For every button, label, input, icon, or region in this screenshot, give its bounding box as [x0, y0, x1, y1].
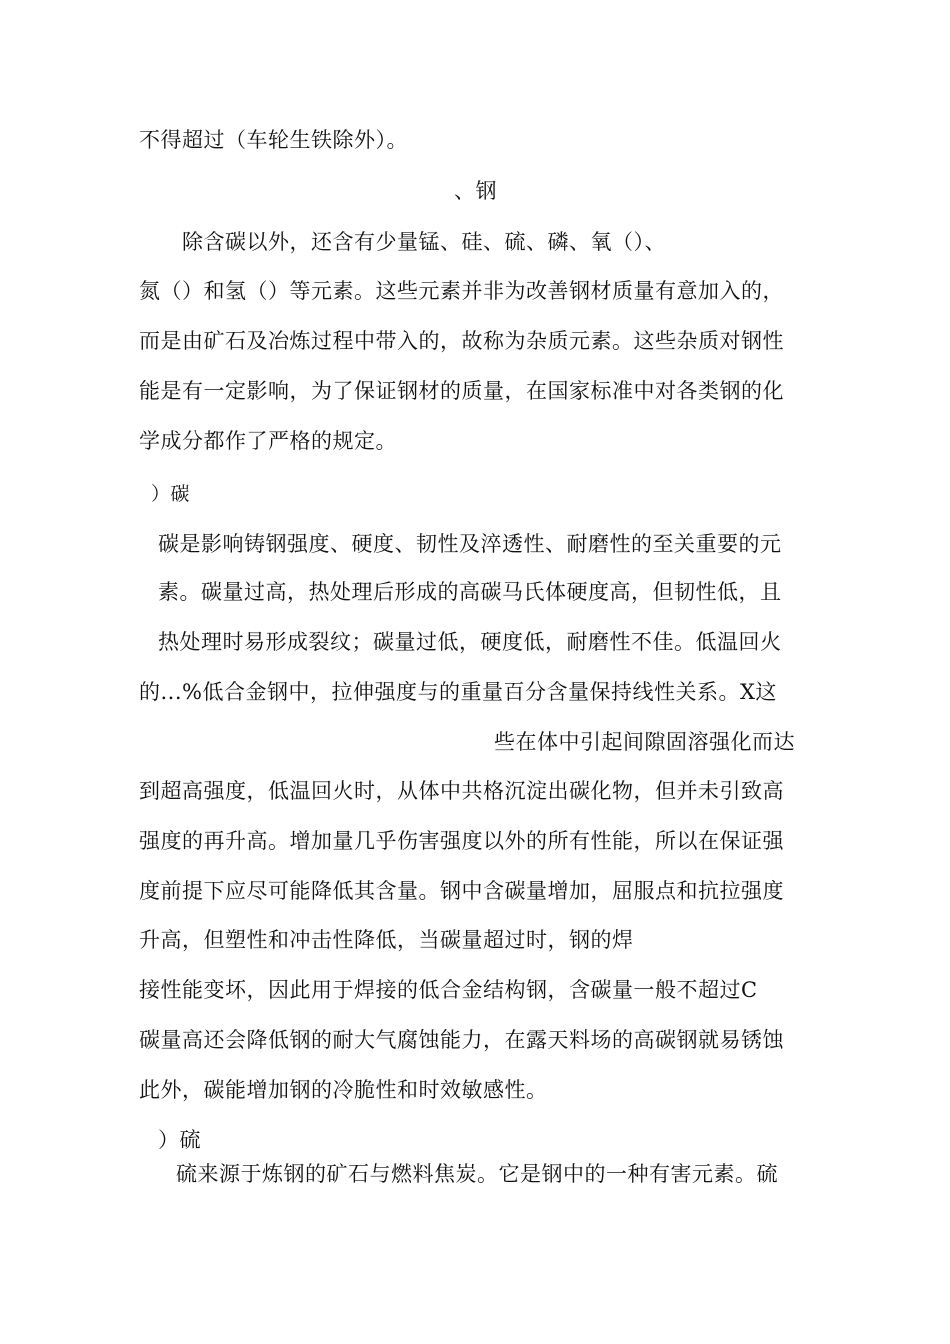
- text-line: 学成分都作了严格的规定。: [139, 429, 397, 453]
- text-line: 硫来源于炼钢的矿石与燃料焦炭。它是钢中的一种有害元素。硫: [176, 1162, 778, 1186]
- text-line: 碳是影响铸钢强度、硬度、韧性及淬透性、耐磨性的至关重要的元: [158, 532, 782, 556]
- text-line: 素。碳量过高，热处理后形成的高碳马氏体硬度高，但韧性低，且: [158, 580, 782, 604]
- text-line: 除含碳以外，还含有少量锰、硅、硫、磷、氧（）、: [182, 230, 666, 254]
- text-line: 碳量高还会降低钢的耐大气腐蚀能力，在露天料场的高碳钢就易锈蚀: [139, 1028, 784, 1052]
- text-line: 的...%低合金钢中，拉伸强度与的重量百分含量保持线性关系。X这: [139, 680, 777, 704]
- text-line: 升高，但塑性和冲击性降低，当碳量超过时，钢的焊: [139, 928, 634, 952]
- text-line: 此外，碳能增加钢的冷脆性和时效敏感性。: [139, 1078, 548, 1102]
- text-line: 能是有一定影响，为了保证钢材的质量，在国家标准中对各类钢的化: [139, 379, 784, 403]
- subsection-heading-carbon: ）碳: [151, 483, 191, 505]
- text-line: 氮（）和氢（）等元素。这些元素并非为改善钢材质量有意加入的，: [139, 279, 784, 303]
- text-line: 热处理时易形成裂纹；碳量过低，硬度低，耐磨性不佳。低温回火: [158, 630, 782, 654]
- text-line: 强度的再升高。增加量几乎伤害强度以外的所有性能，所以在保证强: [139, 829, 784, 853]
- text-line: 而是由矿石及冶炼过程中带入的，故称为杂质元素。这些杂质对钢性: [139, 329, 784, 353]
- section-heading: 、钢: [454, 179, 497, 203]
- text-line: 度前提下应尽可能降低其含量。钢中含碳量增加，屈服点和抗拉强度: [139, 879, 784, 903]
- text-line: 些在体中引起间隙固溶强化而达: [494, 730, 795, 754]
- subsection-heading-sulfur: ）硫: [158, 1128, 201, 1152]
- text-line: 接性能变坏，因此用于焊接的低合金结构钢，含碳量一般不超过C: [139, 978, 758, 1002]
- text-line: 不得超过（车轮生铁除外）。: [139, 128, 408, 152]
- text-line: 到超高强度，低温回火时，从体中共格沉淀出碳化物，但并未引致高: [139, 779, 784, 803]
